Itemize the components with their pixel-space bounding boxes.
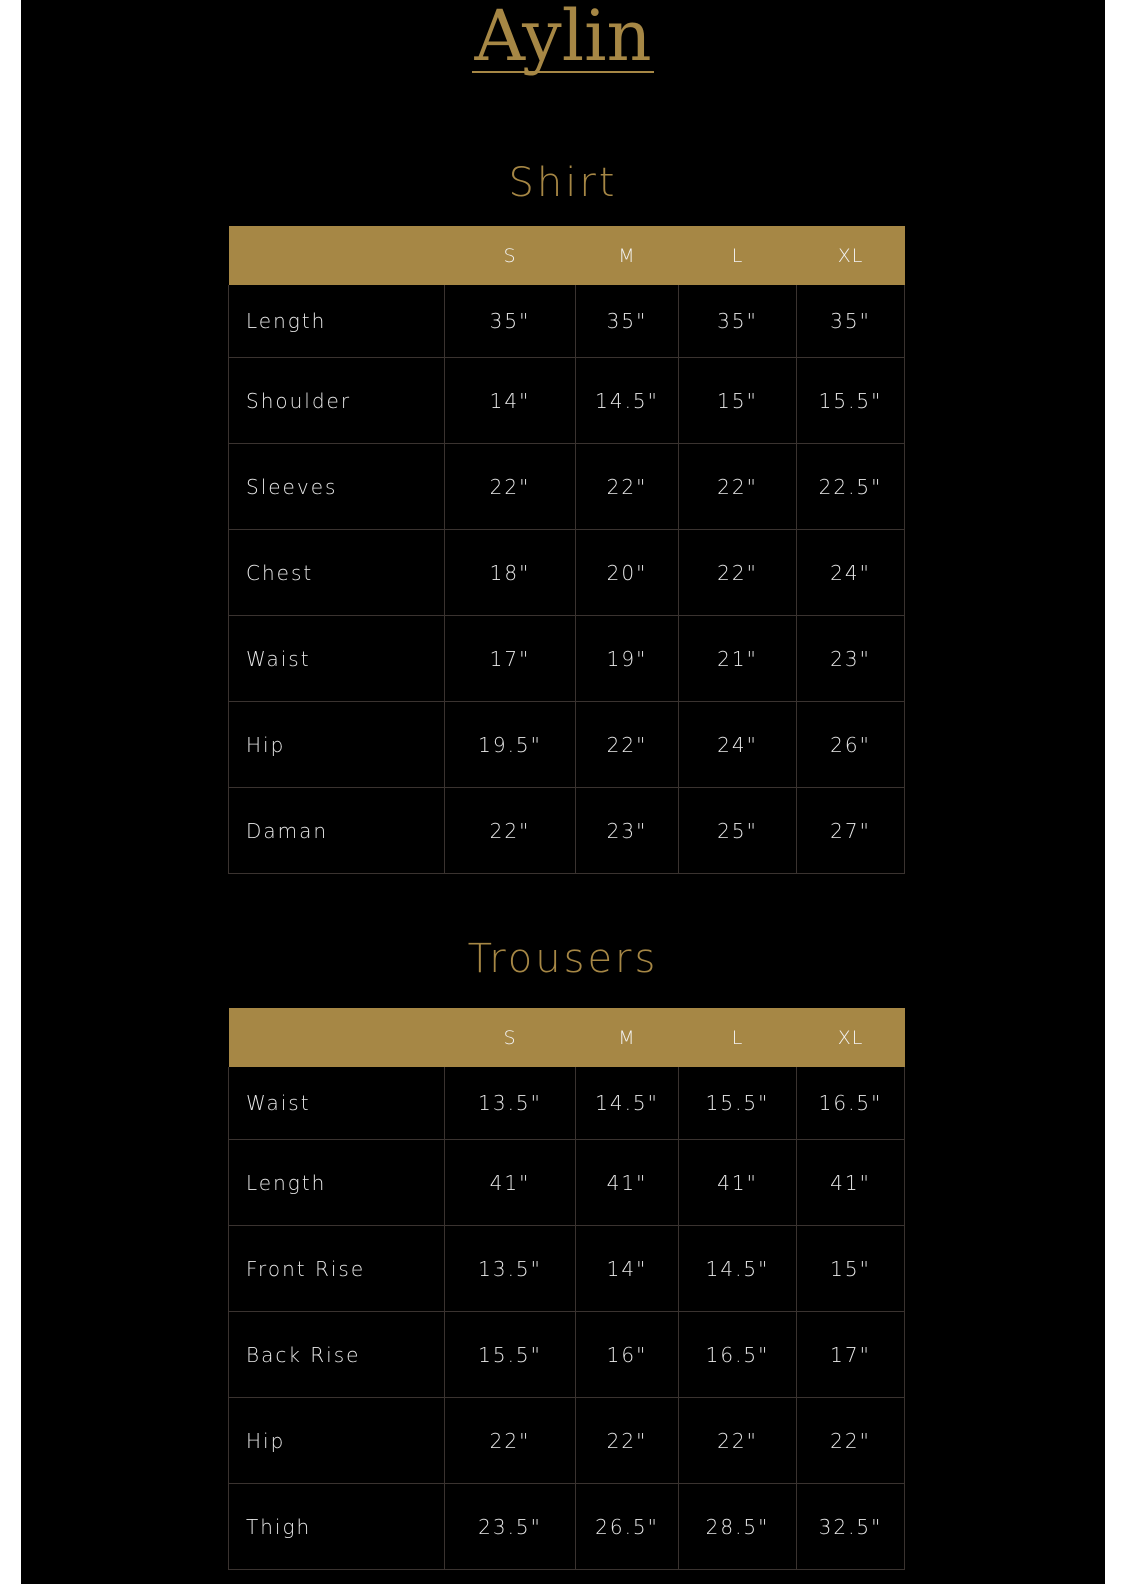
measurement-cell: 22" [445,788,576,874]
table-row [229,1067,905,1140]
measurement-cell: 22" [576,702,679,788]
row-label: Waist [229,1067,445,1140]
measurement-cell: 22" [679,1398,797,1484]
measurement-cell: 22" [576,444,679,530]
brand-logo [21,0,1105,78]
size-header-m: M [576,226,679,285]
row-label: Sleeves [229,444,445,530]
measurement-cell: 27" [797,788,905,874]
table-row [229,1312,905,1398]
table-row [229,616,905,702]
measurement-cell: 28.5" [679,1484,797,1570]
row-label: Waist [229,616,445,702]
shirt-size-table [228,226,905,874]
measurement-cell: 14" [576,1226,679,1312]
measurement-cell: 17" [797,1312,905,1398]
table-row [229,358,905,444]
size-header-l: L [679,1008,797,1067]
measurement-cell: 35" [445,285,576,358]
measurement-cell: 23" [797,616,905,702]
measurement-cell: 15" [679,358,797,444]
row-label: Shoulder [229,358,445,444]
measurement-cell: 22" [576,1398,679,1484]
measurement-cell: 14.5" [576,1067,679,1140]
measurement-cell: 22" [679,444,797,530]
measurement-cell: 32.5" [797,1484,905,1570]
row-label: Length [229,285,445,358]
measurement-cell: 24" [679,702,797,788]
brand-name: Aylin [474,0,652,77]
measurement-cell: 13.5" [445,1067,576,1140]
measurement-cell: 26" [797,702,905,788]
trousers-size-table [228,1008,905,1570]
measurement-cell: 16" [576,1312,679,1398]
size-chart-page [21,0,1105,1584]
measurement-cell: 23" [576,788,679,874]
measurement-cell: 25" [679,788,797,874]
measurement-cell: 22" [445,1398,576,1484]
measurement-cell: 26.5" [576,1484,679,1570]
measurement-cell: 15" [797,1226,905,1312]
measurement-cell: 41" [445,1140,576,1226]
measurement-cell: 13.5" [445,1226,576,1312]
row-label: Back Rise [229,1312,445,1398]
measurement-cell: 35" [797,285,905,358]
table-row [229,1484,905,1570]
row-label: Thigh [229,1484,445,1570]
measurement-cell: 21" [679,616,797,702]
row-label: Daman [229,788,445,874]
table-row [229,788,905,874]
table-row [229,444,905,530]
measurement-cell: 41" [797,1140,905,1226]
measurement-cell: 14.5" [576,358,679,444]
size-header-xl: XL [797,226,905,285]
measurement-cell: 35" [679,285,797,358]
row-label: Length [229,1140,445,1226]
measurement-cell: 19.5" [445,702,576,788]
header-blank-cell [229,1008,445,1067]
shirt-header-row [229,226,905,285]
measurement-cell: 35" [576,285,679,358]
trousers-section-title: Trousers [467,936,659,982]
table-row [229,1140,905,1226]
measurement-cell: 19" [576,616,679,702]
measurement-cell: 14" [445,358,576,444]
measurement-cell: 15.5" [445,1312,576,1398]
row-label: Front Rise [229,1226,445,1312]
size-header-m: M [576,1008,679,1067]
measurement-cell: 16.5" [679,1312,797,1398]
size-header-xl: XL [797,1008,905,1067]
measurement-cell: 15.5" [797,358,905,444]
measurement-cell: 22" [679,530,797,616]
measurement-cell: 18" [445,530,576,616]
size-header-l: L [679,226,797,285]
measurement-cell: 41" [679,1140,797,1226]
row-label: Hip [229,1398,445,1484]
table-row [229,702,905,788]
header-blank-cell [229,226,445,285]
measurement-cell: 24" [797,530,905,616]
measurement-cell: 22.5" [797,444,905,530]
row-label: Chest [229,530,445,616]
shirt-section-title: Shirt [508,160,618,206]
table-row [229,530,905,616]
measurement-cell: 22" [797,1398,905,1484]
trousers-header-row [229,1008,905,1067]
table-row [229,1398,905,1484]
table-row [229,285,905,358]
table-row [229,1226,905,1312]
measurement-cell: 41" [576,1140,679,1226]
row-label: Hip [229,702,445,788]
measurement-cell: 22" [445,444,576,530]
measurement-cell: 14.5" [679,1226,797,1312]
measurement-cell: 23.5" [445,1484,576,1570]
size-header-s: S [445,226,576,285]
size-header-s: S [445,1008,576,1067]
measurement-cell: 15.5" [679,1067,797,1140]
measurement-cell: 17" [445,616,576,702]
measurement-cell: 20" [576,530,679,616]
measurement-cell: 16.5" [797,1067,905,1140]
